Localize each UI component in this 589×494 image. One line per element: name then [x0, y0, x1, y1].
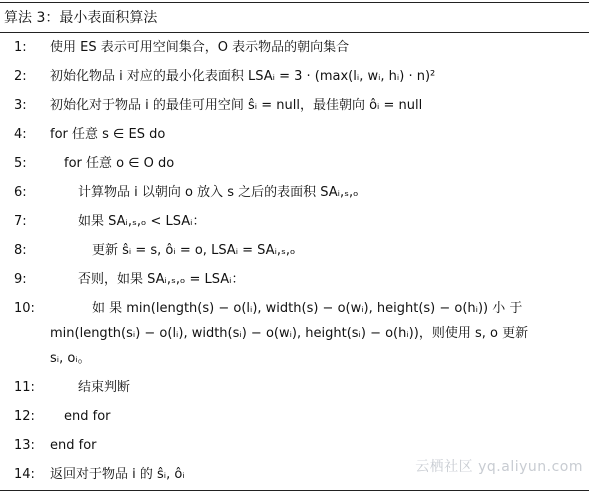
line-number: 8:: [14, 243, 27, 258]
line-text: min(length(sᵢ) − o(lᵢ), width(sᵢ) − o(wᵢ), height(sᵢ) − o(hᵢ))，则使用 s, o 更新: [50, 326, 529, 341]
line-number: 1:: [14, 40, 27, 55]
algorithm-line: [0, 36, 589, 60]
line-number: 10:: [14, 301, 35, 316]
line-number: 12:: [14, 409, 35, 424]
line-number: 13:: [14, 438, 35, 453]
algorithm-line: [0, 123, 589, 147]
line-text: end for: [50, 438, 97, 453]
line-text: for 任意 s ∈ ES do: [50, 127, 166, 142]
line-number: 9:: [14, 272, 27, 287]
line-text: 初始化物品 i 对应的最小化表面积 LSAᵢ = 3 · (max(lᵢ, wᵢ, hᵢ) · n)²: [50, 69, 436, 84]
line-number: 3:: [14, 98, 27, 113]
algorithm-line: [0, 297, 589, 321]
line-text: 返回对于物品 i 的 ŝᵢ, ôᵢ: [50, 467, 185, 482]
line-text: sᵢ, oᵢ。: [50, 351, 91, 366]
line-text: for 任意 o ∈ O do: [64, 156, 175, 171]
algorithm-line-continued: [0, 347, 589, 371]
algorithm-line: [0, 65, 589, 89]
algorithm-line: [0, 434, 589, 458]
line-text: 如果 SAᵢ,ₛ,ₒ < LSAᵢ：: [78, 214, 206, 229]
bottom-rule: [0, 490, 589, 491]
line-text: 更新 ŝᵢ = s, ôᵢ = o, LSAᵢ = SAᵢ,ₛ,ₒ: [92, 243, 296, 258]
algorithm-line-continued: [0, 322, 589, 346]
line-number: 11:: [14, 380, 35, 395]
algorithm-line: [0, 181, 589, 205]
algorithm-line: [0, 268, 589, 292]
algorithm-line: [0, 94, 589, 118]
algorithm-line: [0, 239, 589, 263]
algorithm-line: [0, 405, 589, 429]
top-rule: [0, 2, 589, 3]
line-text: 结束判断: [78, 380, 131, 395]
line-text: 否则，如果 SAᵢ,ₛ,ₒ = LSAᵢ：: [78, 272, 245, 287]
line-text: end for: [64, 409, 111, 424]
line-text: 计算物品 i 以朝向 o 放入 s 之后的表面积 SAᵢ,ₛ,ₒ: [78, 185, 359, 200]
algorithm-title: 算法 3：最小表面积算法: [4, 10, 158, 26]
watermark: 云栖社区 yq.aliyun.com: [415, 459, 583, 475]
line-number: 5:: [14, 156, 27, 171]
algorithm-line: [0, 210, 589, 234]
line-text: 如 果 min(length(s) − o(lᵢ), width(s) − o(wᵢ), height(s) − o(hᵢ)) 小 于: [92, 301, 523, 316]
header-rule: [0, 32, 589, 33]
algorithm-line: [0, 152, 589, 176]
line-number: 7:: [14, 214, 27, 229]
line-number: 6:: [14, 185, 27, 200]
line-text: 初始化对于物品 i 的最佳可用空间 ŝᵢ = null，最佳朝向 ôᵢ = null: [50, 98, 423, 113]
line-number: 2:: [14, 69, 27, 84]
line-text: 使用 ES 表示可用空间集合，O 表示物品的朝向集合: [50, 40, 350, 55]
line-number: 4:: [14, 127, 27, 142]
line-number: 14:: [14, 467, 35, 482]
algorithm-line: [0, 376, 589, 400]
